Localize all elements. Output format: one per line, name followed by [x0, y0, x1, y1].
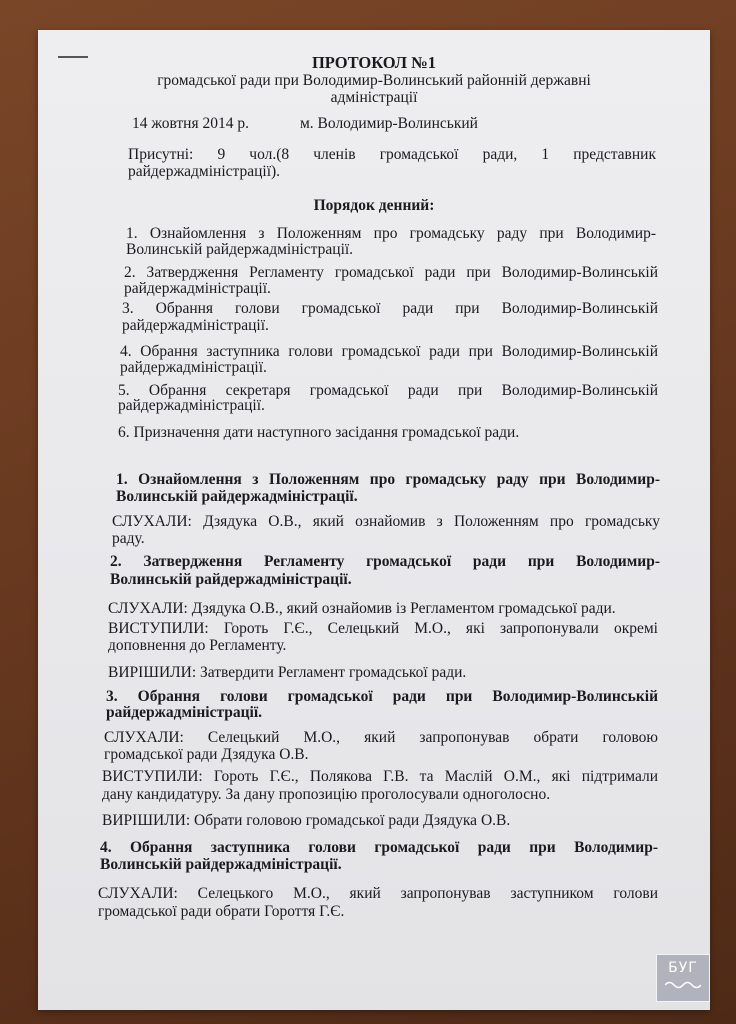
- paper-sheet: [38, 30, 710, 1010]
- meeting-date: 14 жовтня 2014 р.: [132, 115, 249, 132]
- section-1-heading-line1: 1. Ознайомлення з Положенням про громадську раду при Володимир-: [116, 471, 660, 488]
- agenda-item-6: 6. Призначення дати наступного засідання громадської ради.: [118, 424, 520, 441]
- agenda-item-2-line2: райдержадміністрації.: [124, 280, 271, 297]
- section-2-heading-line1: 2. Затвердження Регламенту громадської ради при Володимир-: [110, 553, 660, 570]
- section-4-heard-line1: СЛУХАЛИ: Селецького М.О., який запропонував заступником голови: [98, 885, 658, 902]
- section-1-heard-line2: раду.: [112, 530, 145, 547]
- agenda-item-5-line1: 5. Обрання секретаря громадської ради при Володимир-Волинській: [118, 382, 658, 399]
- bug-watermark-logo: [656, 954, 710, 1002]
- section-2-heading-line2: Волинській райдержадміністрації.: [110, 571, 352, 588]
- section-4-heard-line2: громадської ради обрати Гороття Г.Є.: [98, 903, 345, 920]
- agenda-title: Порядок денний:: [313, 197, 435, 214]
- agenda-item-3-line2: райдержадміністрації.: [122, 317, 269, 334]
- section-2-decided: ВИРІШИЛИ: Затвердити Регламент громадської ради.: [108, 664, 467, 681]
- agenda-item-4-line1: 4. Обрання заступника голови громадської ради при Володимир-Волинській: [120, 343, 658, 360]
- agenda-item-3-line1: 3. Обрання голови громадської ради при Володимир-Волинській: [122, 300, 658, 317]
- agenda-item-1-line2: Волинській райдержадміністрації.: [126, 241, 354, 258]
- section-3-heading-line1: 3. Обрання голови громадської ради при Володимир-Волинській: [106, 688, 658, 705]
- section-4-heading-line1: 4. Обрання заступника голови громадської ради при Володимир-: [100, 839, 658, 856]
- present-line2: райдержадміністрації).: [128, 163, 281, 180]
- agenda-item-2-line1: 2. Затвердження Регламенту громадської ради при Володимир-Волинській: [124, 264, 658, 281]
- section-3-heard-line1: СЛУХАЛИ: Селецький М.О., який запропонував обрати головою: [104, 729, 658, 746]
- section-3-heard-line2: громадської ради Дзядука О.В.: [104, 746, 309, 763]
- section-3-spoke-line2: дану кандидатуру. За дану пропозицію проголосували одноголосно.: [102, 786, 551, 803]
- document-subtitle-line2: адміністрації: [330, 89, 418, 106]
- section-1-heard-line1: СЛУХАЛИ: Дзядука О.В., який ознайомив з Положенням про громадську: [112, 513, 660, 530]
- section-3-heading-line2: райдержадміністрації.: [106, 704, 263, 721]
- protocol-document: [38, 30, 710, 1010]
- section-4-heading-line2: Волинській райдержадміністрації.: [100, 856, 342, 873]
- present-line1: Присутні: 9 чол.(8 членів громадської ради, 1 представник: [128, 146, 656, 163]
- section-1-heading-line2: Волинській райдержадміністрації.: [116, 488, 358, 505]
- agenda-item-1-line1: 1. Ознайомлення з Положенням про громадську раду при Володимир-: [126, 225, 656, 242]
- meeting-place: м. Володимир-Волинський: [300, 115, 478, 132]
- document-subtitle-line1: громадської ради при Володимир-Волинський районній державні: [157, 72, 591, 89]
- section-3-spoke-line1: ВИСТУПИЛИ: Гороть Г.Є., Полякова Г.В. та Маслій О.М., які підтримали: [102, 768, 658, 785]
- agenda-item-4-line2: райдержадміністрації.: [120, 359, 267, 376]
- section-3-decided: ВИРІШИЛИ: Обрати головою громадської ради Дзядука О.В.: [102, 812, 511, 829]
- section-2-spoke-line1: ВИСТУПИЛИ: Гороть Г.Є., Селецький М.О., які запропонували окремі: [108, 620, 658, 637]
- agenda-item-5-line2: райдержадміністрації.: [118, 397, 265, 414]
- document-title: ПРОТОКОЛ №1: [311, 53, 437, 72]
- section-2-spoke-line2: доповнення до Регламенту.: [108, 637, 287, 654]
- water-wave-icon: [665, 980, 701, 990]
- section-2-heard: СЛУХАЛИ: Дзядука О.В., який ознайомив із Регламентом громадської ради.: [108, 600, 616, 617]
- watermark-text: БУГ: [668, 960, 698, 976]
